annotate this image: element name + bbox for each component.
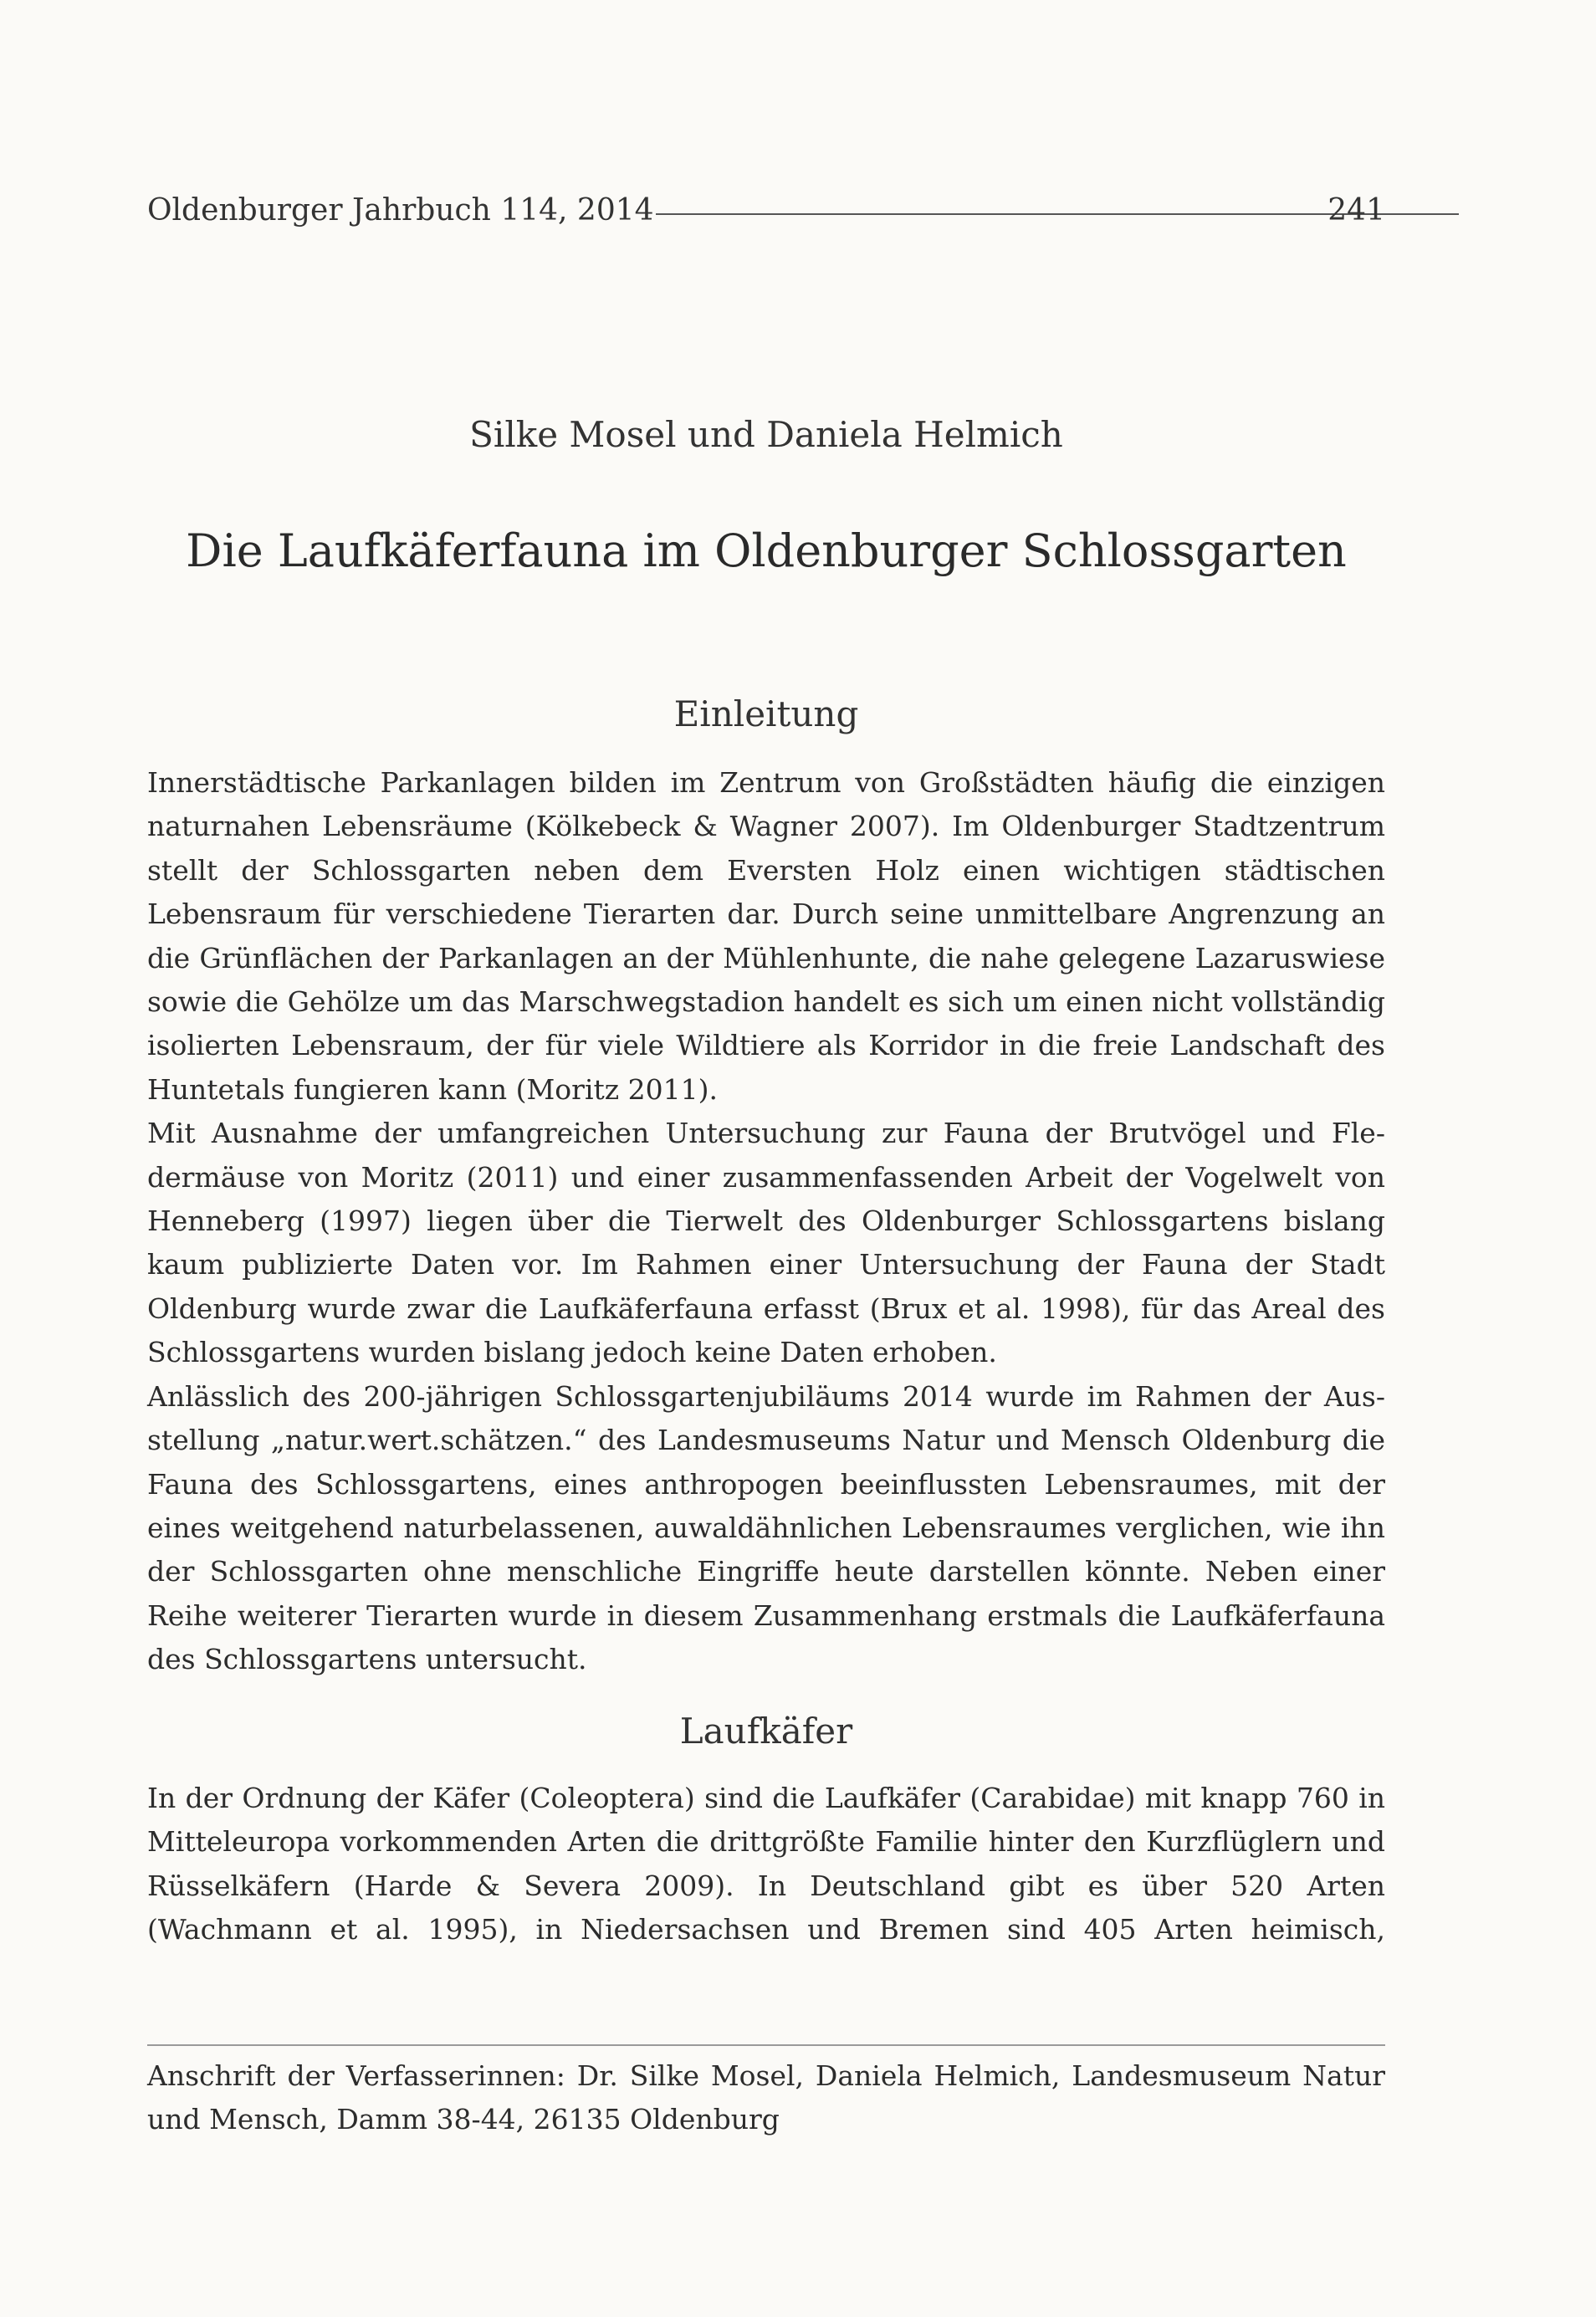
section-body-laufkaefer <box>147 1777 1385 1952</box>
section-heading-laufkaefer: Laufkäfer <box>679 1711 853 1752</box>
article-authors: Silke Mosel und Daniela Helmich <box>469 414 1063 455</box>
running-header <box>147 186 1385 236</box>
body-paragraph: Innerstädtische Parkanlagen bilden im Zentrum von Großstädten häufig die einzigen naturnahen Lebensräume (Kölkebeck & Wagner 2007). Im Oldenburger Stadtzentrum stellt der Schlossgarten neben dem Eversten Holz einen wichtigen städtischen Lebensraum für verschiedene Tierarten dar. Durch seine unmittelbare Angrenzung an die Grünflächen der Parkanlagen an der Mühlenhunte, die nahe gelegene Lazaruswiese sowie die Gehölze um das Marschwegstadion handelt es sich um einen nicht vollständig isolierten Lebensraum, der für viele Wildtiere als Korridor in die freie Landschaft des Huntetals fungieren kann (Moritz 2011). <box>147 766 1385 1106</box>
section-body-einleitung <box>147 761 1385 1682</box>
author-address-footnote: Anschrift der Verfasserinnen: Dr. Silke Mosel, Daniela Helmich, Landesmuseum Natur und Mensch, Damm 38-44, 26135 Oldenburg <box>147 2059 1385 2135</box>
body-paragraph: In der Ordnung der Käfer (Coleoptera) sind die Laufkäfer (Carabidae) mit knapp 760 in Mitteleuropa vorkommenden Arten die drittgrößte Familie hinter den Kurzflüglern und Rüsselkäfern (Harde & Severa 2009). In Deutschland gibt es über 520 Arten (Wachmann et al. 1995), in Niedersachsen und Bremen sind 405 Arten heimisch, <box>147 1782 1385 1946</box>
article-title: Die Laufkäferfauna im Oldenburger Schlossgarten <box>186 524 1347 577</box>
page-number: 241 <box>1327 193 1385 228</box>
section-heading-einleitung: Einleitung <box>673 693 859 734</box>
footnote-rule <box>147 2044 1385 2046</box>
journal-running-head: Oldenburger Jahrbuch 114, 2014 <box>147 193 654 228</box>
body-paragraph: Anlässlich des 200-jährigen Schlossgartenjubiläums 2014 wurde im Rahmen der Ausstellung „natur.wert.schätzen.“ des Landesmuseums Natur und Mensch Oldenburg die Fauna des Schlossgartens, eines anthropogen beeinflussten Lebensraumes, mit der eines weitgehend naturbelassenen, auwaldähnlichen Lebensraumes verglichen, wie ihn der Schlossgarten ohne menschliche Eingriffe heute darstellen könnte. Neben einer Reihe weiterer Tierarten wurde in diesem Zusammenhang erstmals die Laufkäferfauna des Schlossgartens untersucht. <box>147 1379 1385 1676</box>
body-paragraph: Mit Ausnahme der umfangreichen Untersuchung zur Fauna der Brutvögel und Fledermäuse von Moritz (2011) und einer zusammenfassenden Arbeit der Vogelwelt von Henneberg (1997) liegen über die Tierwelt des Oldenburger Schlossgartens bislang kaum publizierte Daten vor. Im Rahmen einer Untersuchung der Fauna der Stadt Oldenburg wurde zwar die Laufkäferfauna erfasst (Brux et al. 1998), für das Areal des Schlossgartens wurden bislang jedoch keine Daten erhoben. <box>147 1117 1385 1369</box>
